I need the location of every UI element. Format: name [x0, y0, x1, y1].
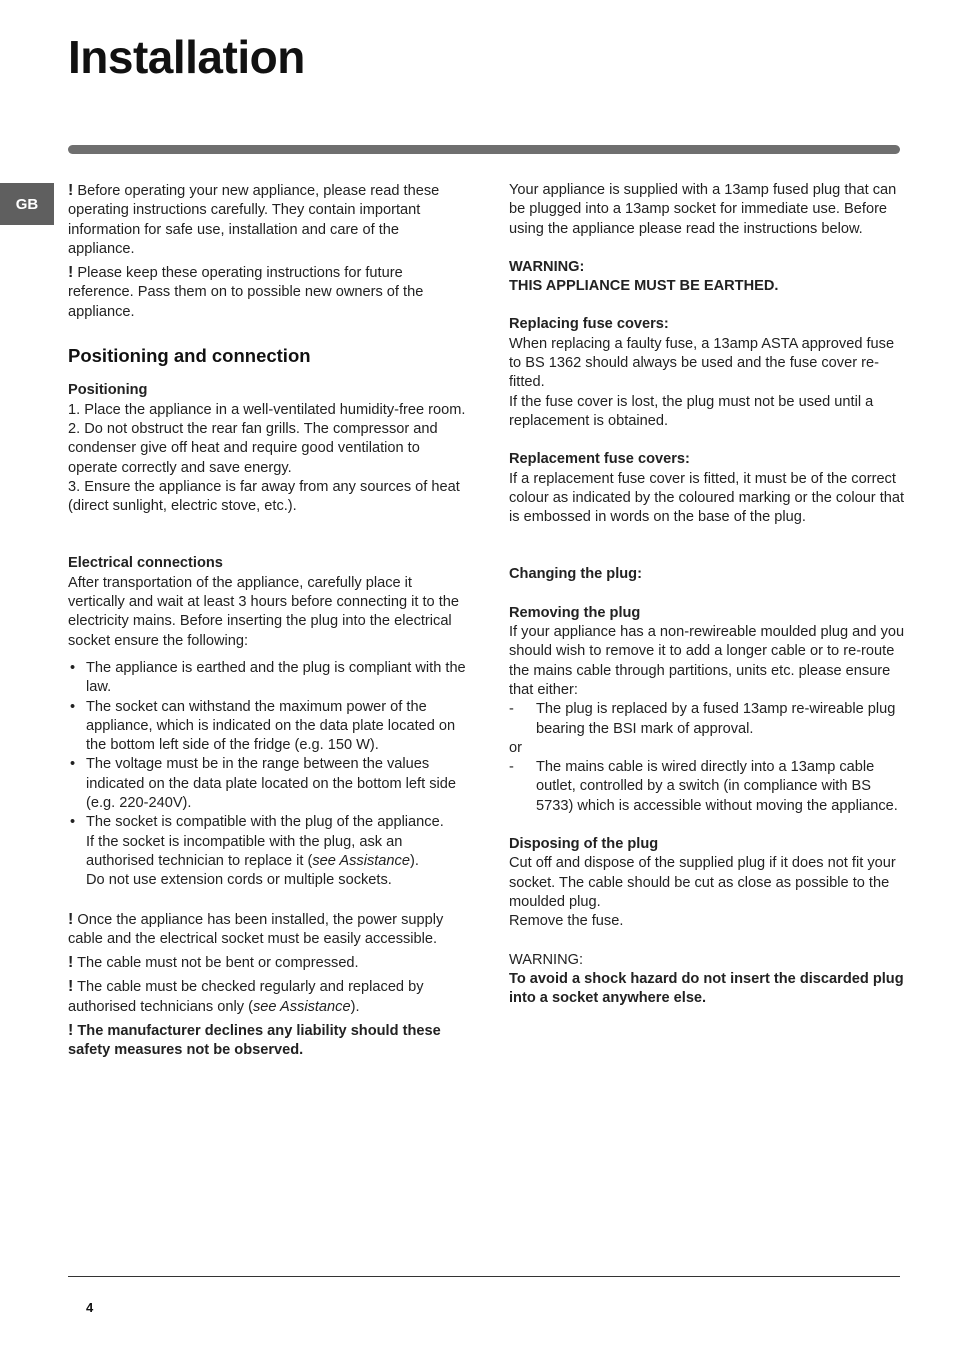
- removing-plug-heading: Removing the plug: [509, 604, 641, 621]
- exclamation-icon: !: [68, 182, 74, 199]
- plug-intro: Your appliance is supplied with a 13amp fused plug that can be plugged into a 13amp socket for immediate use. Before using the appliance please read the instructions below.: [509, 182, 897, 237]
- list-item: - The mains cable is wired directly into a 13amp cable outlet, controlled by a switch (in compliance with BS 5733) which is accessible without moving the appliance.: [509, 759, 898, 814]
- exclamation-icon: !: [68, 954, 74, 972]
- list-item: - The plug is replaced by a fused 13amp re-wireable plug bearing the BSI mark of approval.: [509, 701, 896, 737]
- remove-fuse-text: Remove the fuse.: [509, 913, 624, 930]
- safety-note-2: ! The cable must not be bent or compressed.: [68, 954, 359, 972]
- removing-plug-text: If your appliance has a non-rewireable moulded plug and you should wish to remove it to add a longer cable or to re-route the mains cable through partitions, units etc. please ensure that either:: [509, 624, 905, 698]
- exclamation-icon: !: [68, 264, 74, 282]
- right-column: [509, 181, 905, 1008]
- language-tab: GB: [0, 183, 54, 225]
- disposing-plug-text: Cut off and dispose of the supplied plug if it does not fit your socket. The cable should be cut as close as possible to the moulded plug.: [509, 855, 896, 910]
- electrical-heading: Electrical connections: [68, 555, 223, 572]
- page-title: Installation: [68, 31, 305, 83]
- left-column: [68, 181, 468, 1061]
- liability-note: ! The manufacturer declines any liability should these safety measures not be observed.: [68, 1021, 441, 1059]
- earthing-warning: THIS APPLIANCE MUST BE EARTHED.: [509, 278, 779, 295]
- incompatible-socket-note: If the socket is incompatible with the plug, ask an authorised technician to replace it (see Assistance).: [86, 833, 419, 869]
- section-heading: Positioning and connection: [68, 345, 311, 367]
- replacing-fuse-text-2: If the fuse cover is lost, the plug must not be used until a replacement is obtained.: [509, 393, 874, 429]
- positioning-item-3: 3. Ensure the appliance is far away from any sources of heat (direct sunlight, electric stove, etc.).: [68, 478, 460, 515]
- replacement-fuse-heading: Replacement fuse covers:: [509, 451, 690, 468]
- header-rule: [68, 145, 900, 154]
- page-number: 4: [86, 1300, 94, 1315]
- electrical-intro: After transportation of the appliance, carefully place it vertically and wait at least 3 hours before connecting it to the electricity mains. Before inserting the plug into the electrical socket ensure the following:: [68, 574, 460, 649]
- list-item: • The appliance is earthed and the plug is compliant with the law.: [70, 659, 466, 696]
- safety-note-1: ! Once the appliance has been installed, the power supply cable and the electrical socket must be easily accessible.: [68, 910, 444, 947]
- warning-label: WARNING:: [509, 258, 585, 275]
- exclamation-icon: !: [68, 1021, 74, 1039]
- list-item: • The socket can withstand the maximum power of the appliance, which is indicated on the data plate located on the bottom left side of the fridge (e.g. 150 W).: [70, 698, 456, 754]
- positioning-item-1: 1. Place the appliance in a well-ventilated humidity-free room.: [68, 401, 466, 418]
- shock-hazard-warning: To avoid a shock hazard do not insert the discarded plug into a socket anywhere else.: [509, 970, 904, 1007]
- extension-cord-note: Do not use extension cords or multiple sockets.: [86, 872, 392, 889]
- positioning-item-2: 2. Do not obstruct the rear fan grills. The compressor and condenser give off heat and require good ventilation to operate correctly and save energy.: [68, 420, 438, 476]
- footer-rule: [68, 1276, 900, 1277]
- exclamation-icon: !: [68, 910, 74, 928]
- replacing-fuse-text-1: When replacing a faulty fuse, a 13amp ASTA approved fuse to BS 1362 should always be used and the fuse cover re-fitted.: [509, 335, 895, 391]
- list-item: • The socket is compatible with the plug of the appliance. If the socket is incompatible with the plug, ask an authorised technician to replace it (see Assistance). Do not use extension cords or multiple sockets.: [68, 813, 468, 890]
- or-text: or: [509, 739, 522, 756]
- warning-label-2: WARNING:: [509, 951, 584, 968]
- exclamation-icon: !: [68, 978, 74, 996]
- changing-plug-heading: Changing the plug:: [509, 566, 642, 583]
- positioning-heading: Positioning: [68, 382, 148, 399]
- safety-note-3: ! The cable must be checked regularly and replaced by authorised technicians only (see Assistance).: [68, 978, 424, 1015]
- electrical-bullet-list: [68, 659, 468, 891]
- replacement-fuse-text: If a replacement fuse cover is fitted, it must be of the correct colour as indicated by the coloured marking or the colour that is embossed in words on the base of the plug.: [509, 470, 905, 526]
- disposing-plug-heading: Disposing of the plug: [509, 836, 659, 853]
- list-item: • The voltage must be in the range between the values indicated on the data plate located on the bottom left side (e.g. 220-240V).: [70, 756, 456, 812]
- intro-paragraph-2: ! Please keep these operating instructions for future reference. Pass them on to possible new owners of the appliance.: [68, 264, 424, 320]
- replacing-fuse-heading: Replacing fuse covers:: [509, 316, 669, 333]
- intro-paragraph-1: ! Before operating your new appliance, please read these operating instructions carefully. They contain important information for safe use, installation and care of the appliance.: [68, 182, 440, 257]
